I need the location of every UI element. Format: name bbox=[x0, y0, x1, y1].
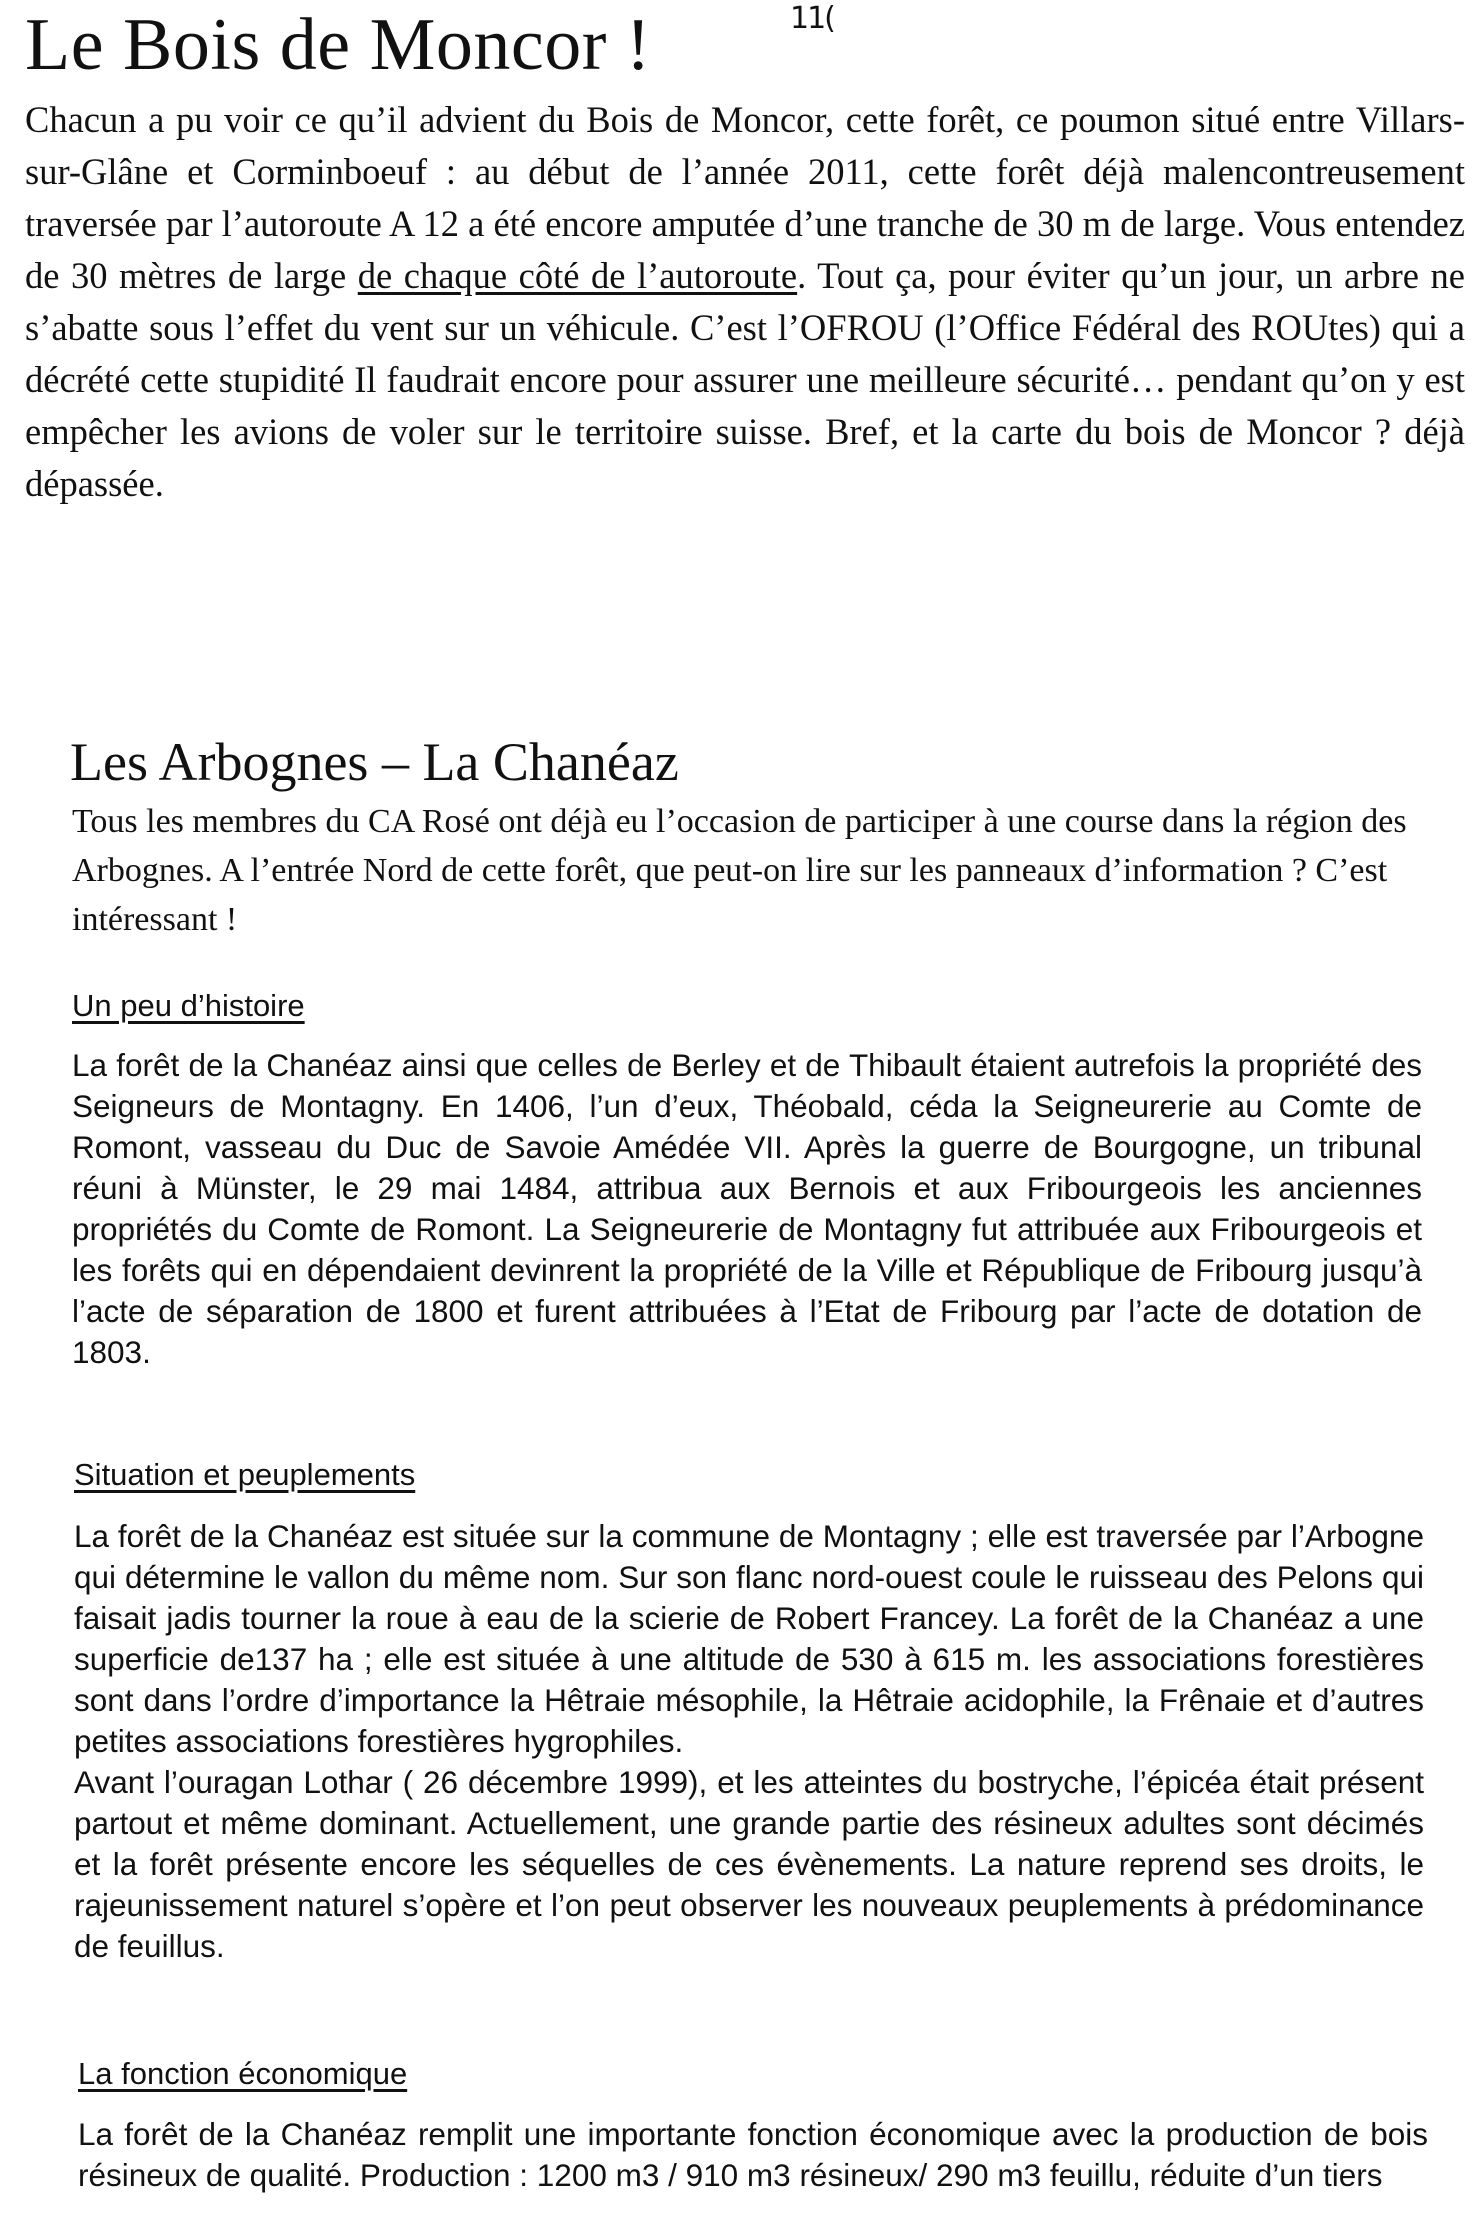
situation-paragraph-1: La forêt de la Chanéaz est située sur la commune de Montagny ; elle est traversée par l’Arbogne qui détermine le vallon du même nom. Sur son flanc nord-ouest coule le ruisseau des Pelons qui faisait jadis tourner la roue à eau de la scierie de Robert Francey. La forêt de la Chanéaz a une superficie de137 ha ; elle est située à une altitude de 530 à 615 m. les associations forestières sont dans l’ordre d’importance la Hêtraie mésophile, la Hêtraie acidophile, la Frênaie et d’autres petites associations forestières hygrophiles. bbox=[74, 1518, 1424, 1759]
body-text-part-1: Chacun a pu voir ce qu’il advient du Bois de Moncor, cette forêt, ce poumon situé entre Villars-sur-Glâne et Corminboeuf : au début de l’année 2011, cette forêt déjà malencontreusement traversée par l’autoroute A 12 a été encore amputée d’une tranche de 30 m de large. Vous entendez de 30 mètres de large bbox=[25, 99, 1465, 296]
article-title-arbognes: Les Arbognes – La Chanéaz bbox=[70, 732, 679, 792]
history-text bbox=[72, 1045, 1422, 1373]
situation-text bbox=[74, 1516, 1424, 1967]
situation-paragraph-2: Avant l’ouragan Lothar ( 26 décembre 1999), et les atteintes du bostryche, l’épicéa était présent partout et même dominant. Actuellement, une grande partie des résineux adultes sont décimés et la forêt présente encore les séquelles de ces évènements. La nature reprend ses droits, le rajeunissement naturel s’opère et l’on peut observer les nouveaux peuplements à prédominance de feuillus. bbox=[74, 1764, 1424, 1964]
history-paragraph: La forêt de la Chanéaz ainsi que celles de Berley et de Thibault étaient autrefois la propriété des Seigneurs de Montagny. En 1406, l’un d’eux, Théobald, céda la Seigneurerie au Comte de Romont, vasseau du Duc de Savoie Amédée VII. Après la guerre de Bourgogne, un tribunal réuni à Münster, le 29 mai 1484, attribua aux Bernois et aux Fribourgeois les anciennes propriétés du Comte de Romont. La Seigneurerie de Montagny fut attribuée aux Fribourgeois et les forêts qui en dépendaient devinrent la propriété de la Ville et République de Fribourg jusqu’à l’acte de séparation de 1800 et furent attribuées à l’Etat de Fribourg par l’acte de dotation de 1803. bbox=[72, 1047, 1422, 1370]
body-text-part-2: . Tout ça, pour éviter qu’un jour, un arbre ne s’abatte sous l’effet du vent sur un véhicule. C’est l’OFROU (l’Office Fédéral des ROUtes) qui a décrété cette stupidité Il faudrait encore pour assurer une meilleure sécurité… pendant qu’on y est empêcher les avions de voler sur le territoire suisse. Bref, et la carte du bois de Moncor ? déjà dépassée. bbox=[25, 255, 1465, 504]
article-title-moncor: Le Bois de Moncor ! bbox=[25, 4, 652, 86]
heading-situation: Situation et peuplements bbox=[74, 1457, 416, 1492]
underlined-phrase: de chaque côté de l’autoroute bbox=[357, 255, 798, 296]
economy-paragraph: La forêt de la Chanéaz remplit une importante fonction économique avec la production de bois résineux de qualité. Production : 1200 m3 / 910 m3 résineux/ 290 m3 feuillu, réduite d’un tiers bbox=[78, 2116, 1428, 2193]
article-body-moncor bbox=[25, 94, 1465, 510]
economy-text bbox=[78, 2114, 1428, 2196]
article-intro-arbognes: Tous les membres du CA Rosé ont déjà eu l’occasion de participer à une course dans la région des Arbognes. A l’entrée Nord de cette forêt, que peut-on lire sur les panneaux d’information ? C’est intéressant ! bbox=[72, 803, 1407, 938]
heading-economy: La fonction économique bbox=[78, 2056, 408, 2091]
handwritten-page-mark: 11( bbox=[790, 1, 834, 36]
heading-history: Un peu d’histoire bbox=[72, 988, 305, 1023]
